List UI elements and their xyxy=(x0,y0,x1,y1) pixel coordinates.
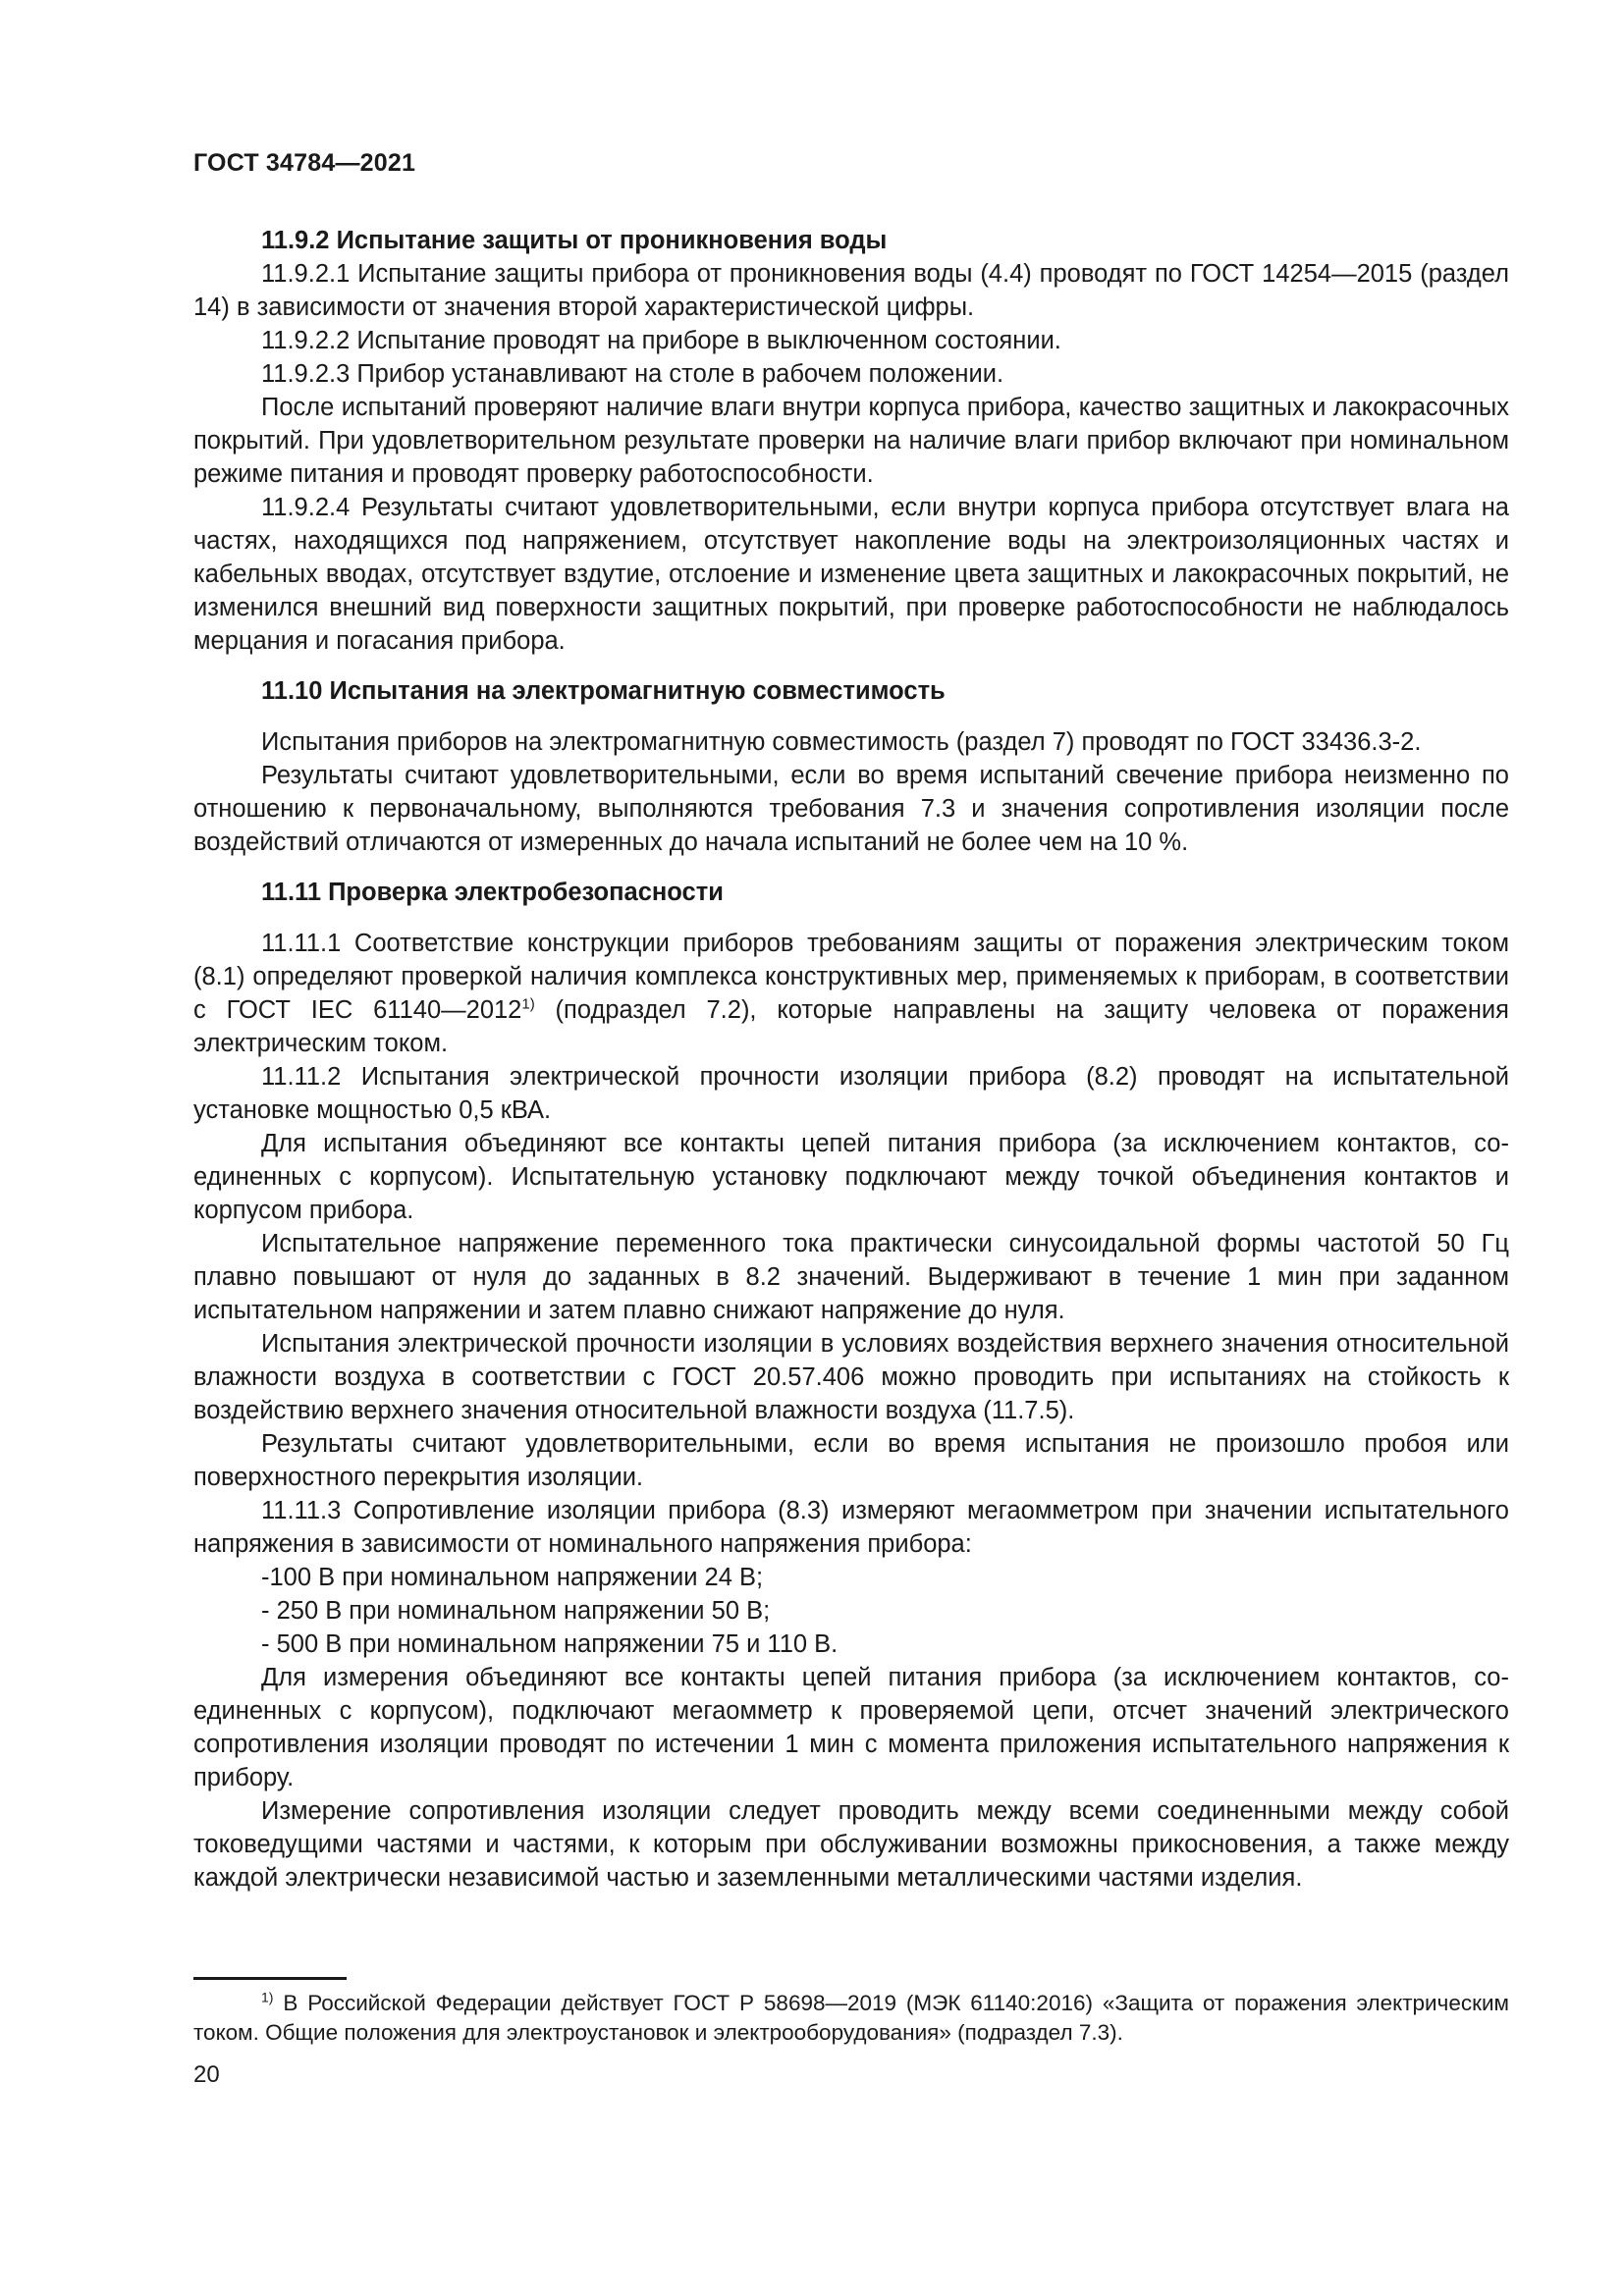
list-item: - 250 В при номинальном напряжении 50 В; xyxy=(261,1597,771,1625)
footnote-reference: 1) xyxy=(521,995,535,1013)
paragraph: Испытательное напряжение переменного тока практически синусоидальной формы частотой 50 Гц плавно повышают от нуля до заданных в 8.2 значений. Выдерживают в течение 1 мин при заданном испытательном напряжении и затем плавно снижают напряжение до нуля. xyxy=(193,1230,1509,1324)
list-item: -100 В при номинальном напряжении 24 В; xyxy=(261,1564,764,1591)
paragraph: Измерение сопротивления изоляции следует проводить между всеми соединенными между собой токоведущими частями и частями, к которым при обслуживании возможны прикосновения, а также между каждой электрически независимой частью и заземленными металлическими частями изделия. xyxy=(193,1797,1509,1892)
document-page xyxy=(193,0,1509,2296)
footnote-divider xyxy=(193,1977,347,1980)
section-heading-11-9-2: 11.9.2 Испытание защиты от проникновения воды xyxy=(261,227,888,254)
paragraph: 11.9.2.2 Испытание проводят на приборе в выключенном состоянии. xyxy=(261,327,1061,354)
paragraph-text: 11.11.1 Соответствие конструкции приборов требованиям защиты от поражения электрическим током (8.1) определяют проверкой наличия комплекса конструктивных мер, применяемых к приборам, в соответствии с ГОСТ IEC 61140—2012 xyxy=(193,930,1509,1024)
paragraph: Для измерения объединяют все контакты цепей питания прибора (за исключением контактов, соединенных с корпусом), подключают мегаомметр к проверяемой цепи, отсчет значений электрического сопротивления изоляции проводят по истечении 1 мин с момента приложения испытательного напряжения к прибору. xyxy=(193,1664,1509,1791)
document-body xyxy=(193,224,1509,1895)
paragraph: Результаты считают удовлетворительными, если во время испытания не произошло пробоя или поверхностного перекрытия изоляции. xyxy=(193,1430,1509,1491)
page-number: 20 xyxy=(193,2061,220,2088)
footnote-text: В Российской Федерации действует ГОСТ Р 58698—2019 (МЭК 61140:2016) «Защита от поражения электрическим током. Общие положения для электроустановок и электрооборудования» (подраздел 7.3). xyxy=(193,1991,1509,2045)
paragraph: Испытания электрической прочности изоляции в условиях воздействия верхнего значения относительной влажности воздуха в соответствии с ГОСТ 20.57.406 можно проводить при испытаниях на стойкость к воздействию верхнего значения относительной влажности воздуха (11.7.5). xyxy=(193,1330,1509,1424)
list-item: - 500 В при номинальном напряжении 75 и 110 В. xyxy=(261,1630,839,1658)
footnote-marker: 1) xyxy=(261,1989,274,2005)
paragraph: 11.9.2.3 Прибор устанавливают на столе в рабочем положении. xyxy=(261,360,1004,388)
paragraph: Результаты считают удовлетворительными, если во время испытаний свечение прибора неизменно по отношению к первоначальному, выполняются требования 7.3 и значения сопротивления изоляции после воздействий отличаются от измеренных до начала испытаний не более чем на 10 %. xyxy=(193,762,1509,856)
paragraph: 11.9.2.1 Испытание защиты прибора от проникновения воды (4.4) проводят по ГОСТ 14254—2015 (раздел 14) в зависимости от значения второй характеристической цифры. xyxy=(193,260,1509,321)
paragraph: 11.11.2 Испытания электрической прочности изоляции прибора (8.2) проводят на испытательной установке мощностью 0,5 кВА. xyxy=(193,1063,1509,1124)
paragraph-text: (подраздел 7.2), которые направлены на защиту человека от поражения электрическим током. xyxy=(193,996,1509,1057)
paragraph: 11.9.2.4 Результаты считают удовлетворительными, если внутри корпуса прибора отсутствует влага на частях, находящихся под напряжением, отсутствует накопление воды на электроизоляционных частях и кабельных вводах, отсутствует вздутие, отслоение и изменение цвета защитных и лакокрасочных покрытий, не изменился внешний вид поверхности защитных покрытий, при проверке работоспособности не наблюдалось мерцания и погасания прибора. xyxy=(193,494,1509,655)
section-heading-11-10: 11.10 Испытания на электромагнитную совместимость xyxy=(261,677,946,705)
document-header: ГОСТ 34784—2021 xyxy=(193,149,416,177)
paragraph: Испытания приборов на электромагнитную совместимость (раздел 7) проводят по ГОСТ 33436.3-2. xyxy=(261,728,1422,756)
section-heading-11-11: 11.11 Проверка электробезопасности xyxy=(261,879,724,906)
paragraph: После испытаний проверяют наличие влаги внутри корпуса прибора, качество защитных и лакокрасочных покрытий. При удовлетворительном результате проверки на наличие влаги прибор включают при номинальном режиме питания и проводят проверку работоспособности. xyxy=(193,394,1509,488)
paragraph: Для испытания объединяют все контакты цепей питания прибора (за исключением контактов, соединенных с корпусом). Испытательную установку подключают между точкой объединения контактов и корпусом прибора. xyxy=(193,1130,1509,1224)
paragraph xyxy=(193,927,1509,1060)
paragraph: 11.11.3 Сопротивление изоляции прибора (8.3) измеряют мегаомметром при значении испытательного напряжения в зависимости от номинального напряжения прибора: xyxy=(193,1497,1509,1558)
footnote xyxy=(193,1989,1509,2048)
